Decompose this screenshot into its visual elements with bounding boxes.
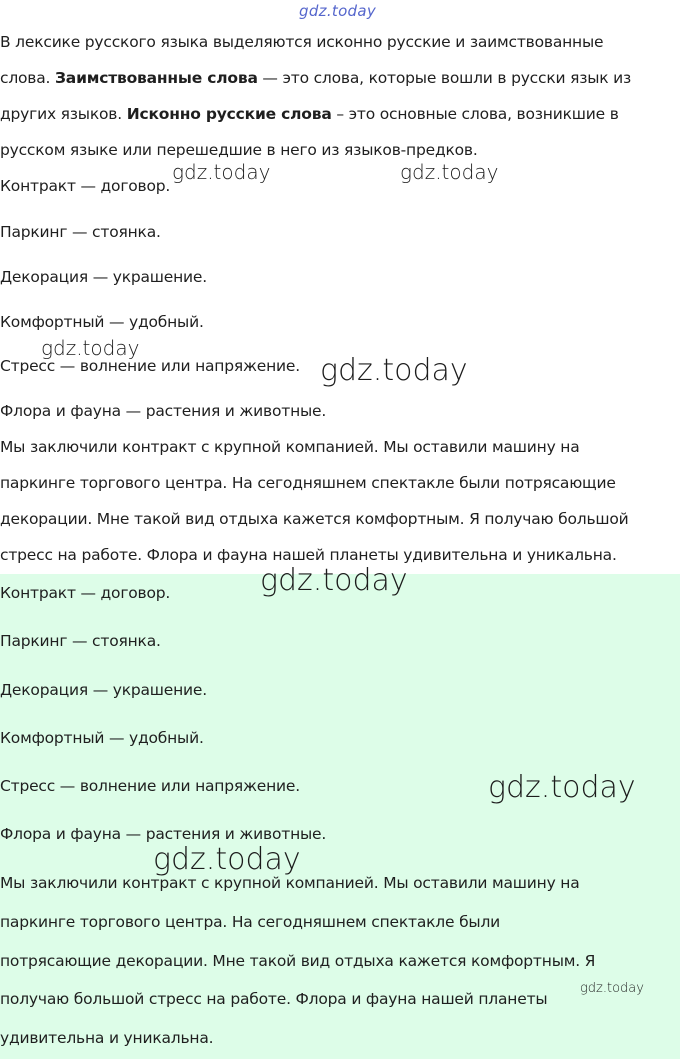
pair-top-1: Контракт — договор. [0, 177, 171, 195]
text-top-line-2: паркинге торгового центра. На сегодняшнем спектакле были потрясающие [0, 474, 616, 492]
text-bottom-line-5: удивительна и уникальна. [0, 1029, 214, 1047]
intro-line-4: русском языке или перешедшие в него из языков-предков. [0, 141, 478, 159]
watermark-3: gdz.today [41, 336, 140, 360]
pair-top-4: Комфортный — удобный. [0, 313, 204, 331]
watermark-5: gdz.today [260, 563, 408, 598]
pair-bottom-1: Контракт — договор. [0, 584, 171, 602]
text-top-line-1: Мы заключили контракт с крупной компанией. Мы оставили машину на [0, 438, 580, 456]
watermark-7: gdz.today [153, 842, 301, 877]
pair-bottom-5: Стресс — волнение или напряжение. [0, 777, 300, 795]
intro-line-3-pre: других языков. [0, 105, 127, 123]
text-bottom-line-1: Мы заключили контракт с крупной компанией. Мы оставили машину на [0, 874, 580, 892]
text-top-line-4: стресс на работе. Флора и фауна нашей планеты удивительна и уникальна. [0, 546, 617, 564]
watermark-top: gdz.today [299, 2, 377, 20]
term-native-words: Исконно русские слова [126, 105, 332, 123]
pair-bottom-4: Комфортный — удобный. [0, 729, 204, 747]
watermark-4: gdz.today [320, 353, 468, 388]
intro-line-1: В лексике русского языка выделяются исконно русские и заимствованные [0, 33, 604, 51]
watermark-2: gdz.today [400, 160, 499, 184]
pair-top-3: Декорация — украшение. [0, 268, 207, 286]
pair-bottom-6: Флора и фауна — растения и животные. [0, 825, 327, 843]
pair-bottom-3: Декорация — украшение. [0, 681, 207, 699]
intro-line-2-post: — это слова, которые вошли в русски язык из [257, 69, 632, 87]
watermark-6: gdz.today [488, 770, 636, 805]
text-bottom-line-3: потрясающие декорации. Мне такой вид отдыха кажется комфортным. Я [0, 952, 596, 970]
watermark-8: gdz.today [580, 981, 644, 996]
pair-top-6: Флора и фауна — растения и животные. [0, 402, 327, 420]
pair-top-2: Паркинг — стоянка. [0, 223, 161, 241]
text-bottom-line-4: получаю большой стресс на работе. Флора и фауна нашей планеты [0, 990, 548, 1008]
intro-line-3 [0, 105, 619, 123]
text-bottom-line-2: паркинге торгового центра. На сегодняшнем спектакле были [0, 913, 501, 931]
intro-line-3-post: – это основные слова, возникшие в [331, 105, 619, 123]
intro-line-2 [0, 69, 631, 87]
intro-line-2-pre: слова. [0, 69, 55, 87]
pair-bottom-2: Паркинг — стоянка. [0, 632, 161, 650]
pair-top-5: Стресс — волнение или напряжение. [0, 357, 300, 375]
watermark-1: gdz.today [172, 160, 271, 184]
term-borrowed-words: Заимствованные слова [55, 69, 258, 87]
text-top-line-3: декорации. Мне такой вид отдыха кажется комфортным. Я получаю большой [0, 510, 629, 528]
